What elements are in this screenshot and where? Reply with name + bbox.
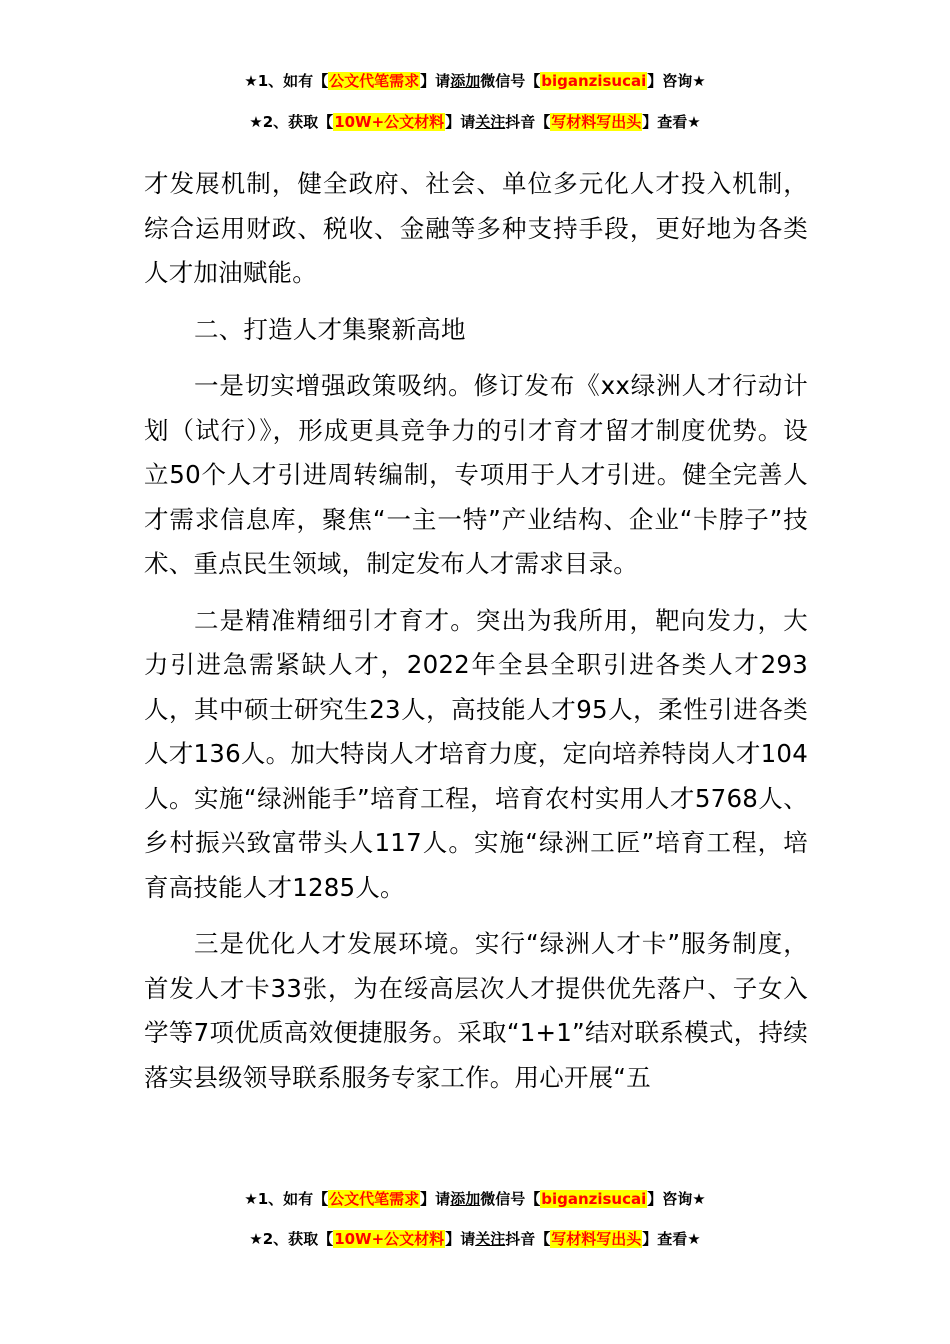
promo-text: 抖音【 — [505, 1230, 551, 1248]
promo-underlined: 添加 — [450, 1190, 481, 1208]
promo-text: 抖音【 — [505, 113, 551, 131]
promo-text: 】请 — [445, 113, 476, 131]
promo-prefix: ★2、获取【 — [249, 1230, 334, 1248]
promo-underlined: 关注 — [475, 113, 506, 131]
promo-underlined: 添加 — [450, 72, 481, 90]
promo-text: 】请 — [420, 1190, 451, 1208]
document-body — [144, 162, 808, 1112]
promo-highlight: 公文代笔需求 — [329, 1190, 420, 1208]
promo-suffix: 】咨询★ — [647, 1190, 706, 1208]
promo-text: 】请 — [445, 1230, 476, 1248]
promo-highlight: 10W+公文材料 — [334, 1230, 445, 1248]
douyin-id-highlight: 写材料写出头 — [551, 1230, 642, 1248]
promo-highlight: 公文代笔需求 — [329, 72, 420, 90]
promo-underlined: 关注 — [475, 1230, 506, 1248]
promo-text: 】请 — [420, 72, 451, 90]
footer-promo-line-2 — [0, 1228, 950, 1250]
header-promo-line-1 — [0, 70, 950, 92]
promo-suffix: 】咨询★ — [647, 72, 706, 90]
body-paragraph-continued: 才发展机制，健全政府、社会、单位多元化人才投入机制，综合运用财政、税收、金融等多种支持手段，更好地为各类人才加油赋能。 — [144, 169, 808, 287]
body-paragraph: 二是精准精细引才育才。突出为我所用，靶向发力，大力引进急需紧缺人才，2022年全县全职引进各类人才293人，其中硕士研究生23人，高技能人才95人，柔性引进各类人才136人。加大特岗人才培育力度，定向培养特岗人才104人。实施“绿洲能手”培育工程，培育农村实用人才5768人、乡村振兴致富带头人117人。实施“绿洲工匠”培育工程，培育高技能人才1285人。 — [144, 605, 808, 902]
promo-text: 微信号【 — [480, 1190, 541, 1208]
wechat-id-highlight: biganzisucai — [541, 72, 647, 90]
promo-suffix: 】查看★ — [642, 113, 701, 131]
promo-suffix: 】查看★ — [642, 1230, 701, 1248]
footer-promo-line-1 — [0, 1188, 950, 1210]
promo-prefix: ★2、获取【 — [249, 113, 334, 131]
section-heading: 二、打造人才集聚新高地 — [194, 314, 466, 344]
douyin-id-highlight: 写材料写出头 — [551, 113, 642, 131]
promo-prefix: ★1、如有【 — [244, 1190, 329, 1208]
promo-highlight: 10W+公文材料 — [334, 113, 445, 131]
body-paragraph: 三是优化人才发展环境。实行“绿洲人才卡”服务制度，首发人才卡33张，为在绥高层次人才提供优先落户、子女入学等7项优质高效便捷服务。采取“1+1”结对联系模式，持续落实县级领导联系服务专家工作。用心开展“五 — [144, 929, 808, 1092]
header-promo-line-2 — [0, 111, 950, 133]
wechat-id-highlight: biganzisucai — [541, 1190, 647, 1208]
promo-text: 微信号【 — [480, 72, 541, 90]
promo-prefix: ★1、如有【 — [244, 72, 329, 90]
body-paragraph: 一是切实增强政策吸纳。修订发布《xx绿洲人才行动计划（试行）》，形成更具竞争力的引才育才留才制度优势。设立50个人才引进周转编制，专项用于人才引进。健全完善人才需求信息库，聚焦“一主一特”产业结构、企业“卡脖子”技术、重点民生领域，制定发布人才需求目录。 — [144, 371, 808, 578]
